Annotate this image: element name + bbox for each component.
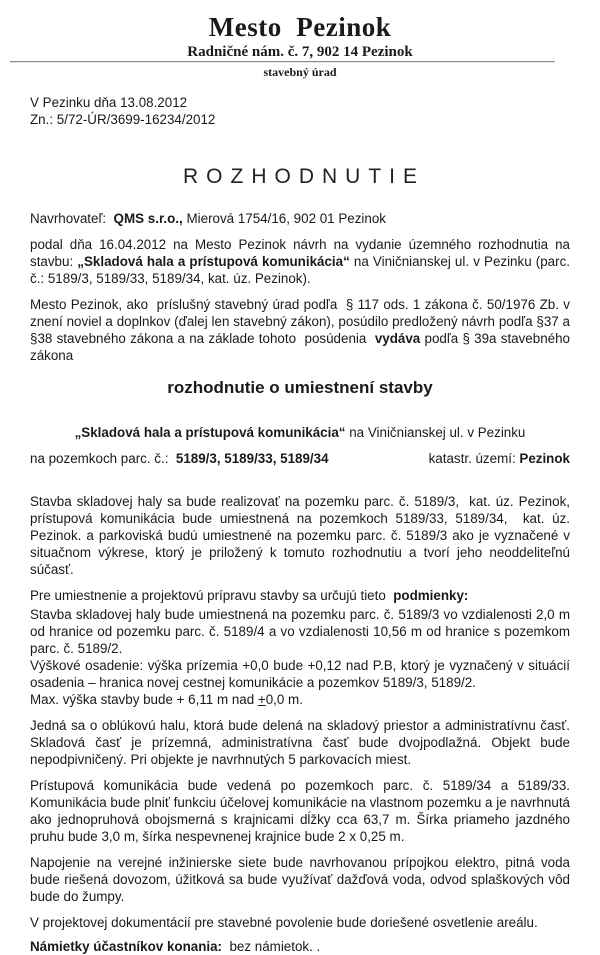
elevation-line: Výškové osadenie: výška prízemia +0,0 bude +0,12 nad P.B, ktorý je vyznačený v situácií osadenia – hranica novej cestnej komunikácie a pozemkov 5189/3, 5189/2. (30, 658, 570, 690)
lighting-paragraph: V projektovej dokumentácií pre stavebné povolenie bude doriešené osvetlenie areálu. (30, 915, 538, 930)
applicant-line (30, 210, 570, 227)
cadastre: katastr. území: Pezinok (428, 451, 570, 466)
org-department: stavebný úrad (263, 65, 337, 79)
conditions-word: podmienky: (393, 588, 469, 603)
placement-block (30, 606, 570, 708)
placement-line: Stavba skladovej haly bude umiestnená na pozemku parc. č. 5189/3 vo vzdialenosti 2,0 m od hranice od pozemku parc. č. 5189/4 a vo vzdialenosti 10,56 m od hranice s pozemkom parc. č. 5189/2. (30, 607, 570, 656)
org-name: Mesto Pezinok (208, 12, 392, 42)
objections-line (30, 938, 570, 955)
location-paragraph: Stavba skladovej haly sa bude realizovať na pozemku parc. č. 5189/3, kat. úz. Pezinok, prístupová komunikácia bude umiestnená na pozemkoch 5189/33, 5189/34, kat. úz. Pezinok. a parkoviská budú umiestnené na pozemku parc. č. 5189/3 ako je vyznačené v situačnom výkrese, ktorý je priložený k tomuto rozhodnutiu a tvorí jeho neoddeliteľnú súčasť. (30, 494, 570, 577)
subject-location: na Viničnianskej ul. v Pezinku (345, 425, 526, 440)
letterhead (0, 12, 600, 79)
place-date-line: V Pezinku dňa 13.08.2012 (30, 95, 188, 110)
applicant-name: QMS s.r.o., (109, 211, 183, 226)
parcel-numbers: na pozemkoch parc. č.: 5189/3, 5189/33, 5189/34 (30, 451, 329, 466)
filing-paragraph: podal dňa 16.04.2012 na Mesto Pezinok návrh na vydanie územného rozhodnutia na stavbu: „Skladová hala a prístupová komunikácia“ na Viničnianskej ul. v Pezinku (parc. č.: 5189/3, 5189/33, 5189/34, kat. úz. Pezinok). (30, 237, 570, 286)
authority-paragraph: Mesto Pezinok, ako príslušný stavebný úrad podľa § 117 ods. 1 zákona č. 50/1976 Zb. v znení noviel a doplnkov (ďalej len stavebný zákon), posúdilo predložený návrh podľa §37 a §38 stavebného zákona a na základe tohoto posúdenia vydáva podľa § 39a stavebného zákona (30, 297, 570, 363)
org-address: Radničné nám. č. 7, 902 14 Pezinok (187, 44, 413, 60)
objections-value: bez námietok. . (222, 939, 321, 954)
conditions-intro: Pre umiestnenie a projektovú prípravu stavby sa určujú tieto podmienky: (30, 588, 469, 603)
max-height-line: Max. výška stavby bude + 6,11 m nad +0,0 m. (30, 692, 303, 707)
meta-block (30, 94, 570, 128)
parcels-row (30, 450, 570, 467)
applicant-address: Mierová 1754/16, 902 01 Pezinok (182, 211, 386, 226)
utilities-paragraph: Napojenie na verejné inžinierske siete bude navrhovanou prípojkou elektro, pitná voda bude riešená dovozom, úžitková sa bude využívať dažďová voda, odvod splaškových vôd bude do žumpy. (30, 855, 570, 904)
header-divider (10, 61, 555, 63)
reference-number-line: Zn.: 5/72-ÚR/3699-16234/2012 (30, 112, 216, 127)
document-body (0, 94, 600, 955)
decision-heading: ROZHODNUTIE (183, 165, 425, 188)
road-paragraph: Prístupová komunikácia bude vedená po pozemkoch parc. č. 5189/34 a 5189/33. Komunikácia bude plniť funkciu účelovej komunikácie na vlastnom pozemku a je navrhnutá ako jednopruhová obojsmerná s krajnicami dĺžky cca 63,7 m. Šírka priameho jazdného pruhu bude 3,0 m, šírka nespevnenej krajnice bude 2 x 0,25 m. (30, 778, 570, 844)
plus-minus-mark: + (257, 692, 266, 707)
subject-line (30, 424, 570, 441)
section-heading: rozhodnutie o umiestnení stavby (167, 378, 433, 397)
building-paragraph: Jedná sa o oblúkovú halu, ktorá bude delená na skladový priestor a administratívnu časť. Skladová časť je prízemná, administratívna časť bude dvojpodlažná. Objekt bude nepodpivničený. Pri objekte je navrhnutých 5 parkovacích miest. (30, 718, 570, 767)
project-name-inline: „Skladová hala a prístupová komunikácia“ (77, 254, 350, 269)
applicant-label: Navrhovateľ: (30, 211, 110, 226)
issues-word: vydáva (374, 331, 421, 346)
subject-project-name: „Skladová hala a prístupová komunikácia“ (74, 425, 346, 440)
objections-label: Námietky účastníkov konania: (30, 939, 223, 954)
